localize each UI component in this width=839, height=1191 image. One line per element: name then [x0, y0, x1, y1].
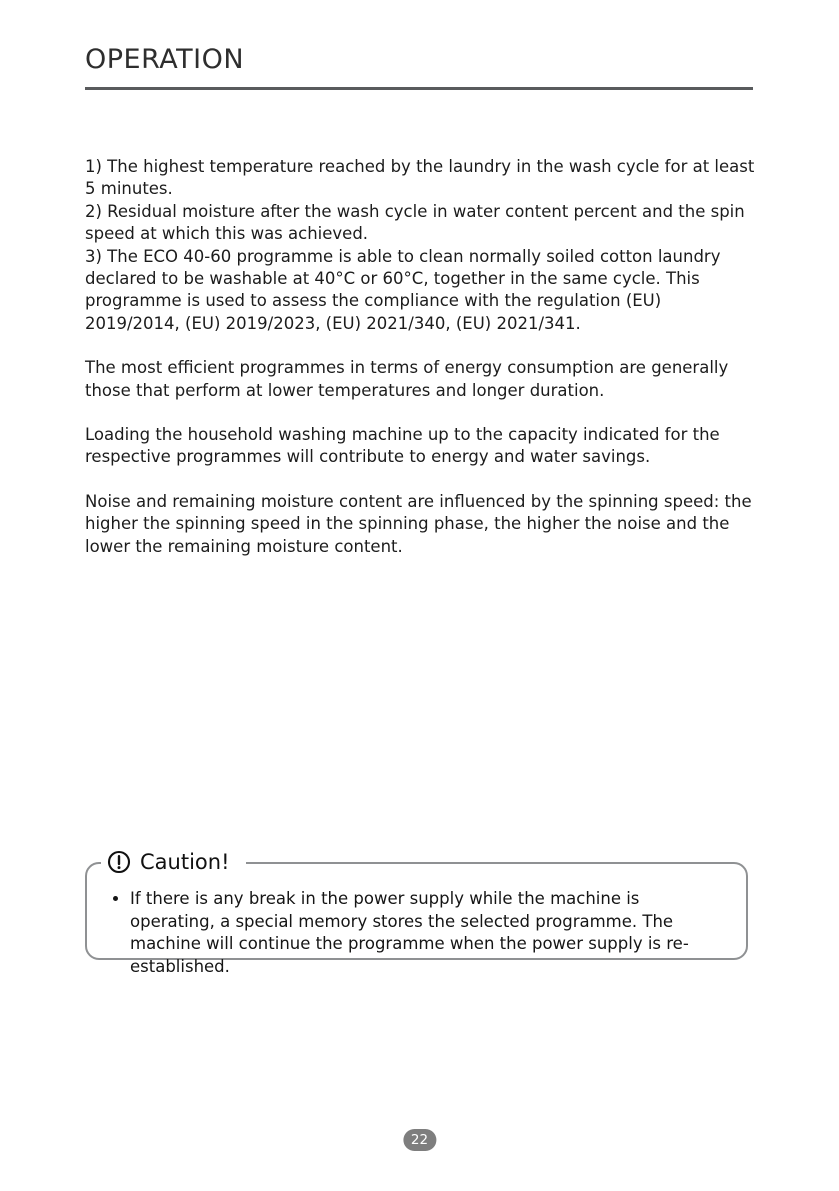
caution-list — [87, 888, 746, 978]
footnote-3: 3) The ECO 40-60 programme is able to clean normally soiled cotton laundry declared to be washable at 40°C or 60°C, together in the same cycle. This programme is used to assess the compliance with the regulation (EU) 2019/2014, (EU) 2019/2023, (EU) 2021/340, (EU) 2021/341. — [85, 246, 721, 333]
caution-label — [101, 847, 246, 877]
caution-box — [85, 850, 748, 976]
page-title: OPERATION — [85, 44, 245, 75]
caution-item: • If there is any break in the power supply while the machine is operating, a special memory stores the selected programme. The machine will continue the programme when the power supply is re-established. — [130, 888, 728, 978]
paragraph-noise: Noise and remaining moisture content are influenced by the spinning speed: the higher the spinning speed in the spinning phase, the higher the noise and the lower the remaining moisture content. — [85, 491, 752, 556]
caution-title: Caution! — [140, 850, 230, 874]
paragraph-loading: Loading the household washing machine up to the capacity indicated for the respective programmes will contribute to energy and water savings. — [85, 425, 720, 467]
title-divider — [85, 87, 753, 90]
footnote-2: 2) Residual moisture after the wash cycle in water content percent and the spin speed at which this was achieved. — [85, 201, 745, 244]
footnote-1: 1) The highest temperature reached by the laundry in the wash cycle for at least 5 minutes. — [85, 157, 755, 199]
page-number-badge: 22 — [403, 1129, 436, 1151]
caution-icon — [107, 850, 131, 874]
body-text — [85, 156, 757, 558]
paragraph-efficiency: The most efficient programmes in terms of energy consumption are generally those that perform at lower temperatures and longer duration. — [85, 358, 729, 400]
